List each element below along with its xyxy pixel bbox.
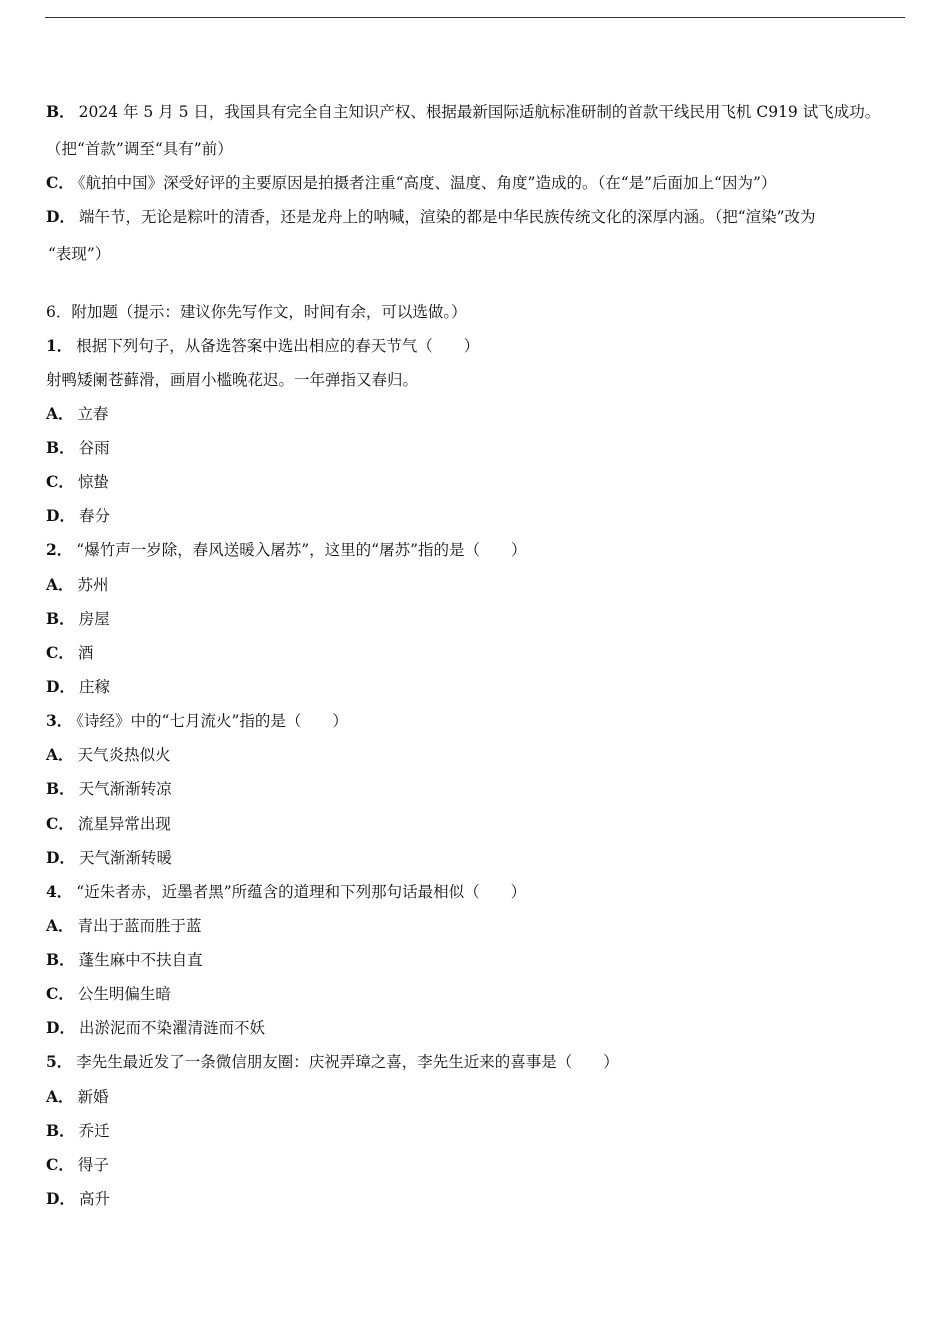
option-text: 庄稼 bbox=[78, 678, 110, 696]
option-b bbox=[46, 437, 110, 459]
question-text: “爆竹声一岁除，春风送暖入屠苏”，这里的“屠苏”指的是（ ） bbox=[76, 541, 527, 559]
option-label: A． bbox=[46, 1087, 74, 1106]
option-c bbox=[46, 471, 109, 493]
option-text: 端午节，无论是粽叶的清香，还是龙舟上的呐喊，渲染的都是中华民族传统文化的深厚内涵。（把“渲染”改为 bbox=[78, 208, 816, 226]
question-number: 5． bbox=[46, 1052, 73, 1071]
option-text: 公生明偏生暗 bbox=[77, 985, 171, 1003]
option-b bbox=[46, 778, 172, 800]
option-c bbox=[46, 813, 171, 835]
option-text: 春分 bbox=[78, 507, 110, 525]
prev-option-b-continued bbox=[46, 138, 233, 160]
question-number: 3． bbox=[46, 711, 73, 730]
option-label: D． bbox=[46, 207, 75, 226]
option-label: C． bbox=[46, 1155, 74, 1174]
question-text: “近朱者赤，近墨者黑”所蕴含的道理和下列那句话最相似（ ） bbox=[76, 883, 527, 901]
question-stem bbox=[46, 710, 348, 732]
option-label: D． bbox=[46, 677, 75, 696]
option-text: 蓬生麻中不扶自直 bbox=[78, 951, 203, 969]
option-b bbox=[46, 1120, 110, 1142]
question-number: 4． bbox=[46, 882, 73, 901]
option-label: A． bbox=[46, 575, 74, 594]
option-text: 天气炎热似火 bbox=[77, 746, 171, 764]
question-text: 李先生最近发了一条微信朋友圈：庆祝弄璋之喜，李先生近来的喜事是（ ） bbox=[76, 1053, 619, 1071]
question-stem bbox=[46, 335, 479, 357]
prev-option-c bbox=[46, 172, 776, 194]
option-b bbox=[46, 949, 203, 971]
option-d bbox=[46, 847, 172, 869]
option-text: 流星异常出现 bbox=[77, 815, 171, 833]
option-d bbox=[46, 1188, 110, 1210]
option-label: B． bbox=[46, 609, 75, 628]
option-c bbox=[46, 983, 171, 1005]
option-a bbox=[46, 1086, 109, 1108]
option-a bbox=[46, 403, 109, 425]
option-label: D． bbox=[46, 848, 75, 867]
option-text: 房屋 bbox=[78, 610, 110, 628]
option-text: 得子 bbox=[77, 1156, 109, 1174]
option-label: B． bbox=[46, 779, 75, 798]
option-text: “表现”） bbox=[48, 245, 111, 263]
option-label: C． bbox=[46, 814, 74, 833]
option-label: D． bbox=[46, 1018, 75, 1037]
option-c bbox=[46, 1154, 109, 1176]
header-rule bbox=[45, 17, 905, 18]
option-a bbox=[46, 915, 202, 937]
quote-text: 射鸭矮阑苍藓滑，画眉小槛晚花迟。一年弹指又春归。 bbox=[46, 371, 419, 389]
option-text: 《航拍中国》深受好评的主要原因是拍摄者注重“高度、温度、角度”造成的。（在“是”后面加上“因为”） bbox=[77, 174, 777, 192]
question-number: 1． bbox=[46, 336, 73, 355]
option-text: 立春 bbox=[77, 405, 109, 423]
question-number: 2． bbox=[46, 540, 73, 559]
question-quote bbox=[46, 369, 418, 391]
option-text: 青出于蓝而胜于蓝 bbox=[77, 917, 202, 935]
option-label: C． bbox=[46, 643, 74, 662]
option-text: 惊蛰 bbox=[77, 473, 109, 491]
option-d bbox=[46, 1017, 265, 1039]
option-a bbox=[46, 574, 109, 596]
section-title bbox=[46, 301, 467, 323]
option-label: C． bbox=[46, 173, 74, 192]
option-label: A． bbox=[46, 404, 74, 423]
option-text: 出淤泥而不染濯清涟而不妖 bbox=[78, 1019, 265, 1037]
option-label: C． bbox=[46, 472, 74, 491]
option-c bbox=[46, 642, 93, 664]
question-stem bbox=[46, 539, 527, 561]
option-text: 苏州 bbox=[77, 576, 109, 594]
option-a bbox=[46, 744, 171, 766]
option-text: 乔迁 bbox=[78, 1122, 110, 1140]
option-b bbox=[46, 608, 110, 630]
option-text: 新婚 bbox=[77, 1088, 109, 1106]
question-text: 《诗经》中的“七月流火”指的是（ ） bbox=[76, 712, 348, 730]
option-label: B． bbox=[46, 1121, 75, 1140]
prev-option-b bbox=[46, 101, 880, 123]
option-text: 谷雨 bbox=[78, 439, 110, 457]
option-label: A． bbox=[46, 745, 74, 764]
option-label: B． bbox=[46, 950, 75, 969]
section-title-text: 6．附加题（提示：建议你先写作文，时间有余，可以选做。） bbox=[46, 303, 467, 321]
option-label: C． bbox=[46, 984, 74, 1003]
option-text: 高升 bbox=[78, 1190, 110, 1208]
option-label: D． bbox=[46, 1189, 75, 1208]
option-text: 2024 年 5 月 5 日，我国具有完全自主知识产权、根据最新国际适航标准研制的首款干线民用飞机 C919 试飞成功。 bbox=[78, 103, 881, 121]
prev-option-d-continued bbox=[48, 243, 110, 265]
option-text: 天气渐渐转凉 bbox=[78, 780, 172, 798]
question-stem bbox=[46, 1051, 619, 1073]
option-text: 天气渐渐转暖 bbox=[78, 849, 172, 867]
option-label: A． bbox=[46, 916, 74, 935]
question-stem bbox=[46, 881, 526, 903]
option-d bbox=[46, 505, 110, 527]
option-label: D． bbox=[46, 506, 75, 525]
prev-option-d bbox=[46, 206, 816, 228]
option-label: B． bbox=[46, 438, 75, 457]
option-label: B． bbox=[46, 102, 75, 121]
option-text: （把“首款”调至“具有”前） bbox=[46, 140, 233, 158]
option-d bbox=[46, 676, 110, 698]
question-text: 根据下列句子，从备选答案中选出相应的春天节气（ ） bbox=[76, 337, 480, 355]
option-text: 酒 bbox=[77, 644, 94, 662]
